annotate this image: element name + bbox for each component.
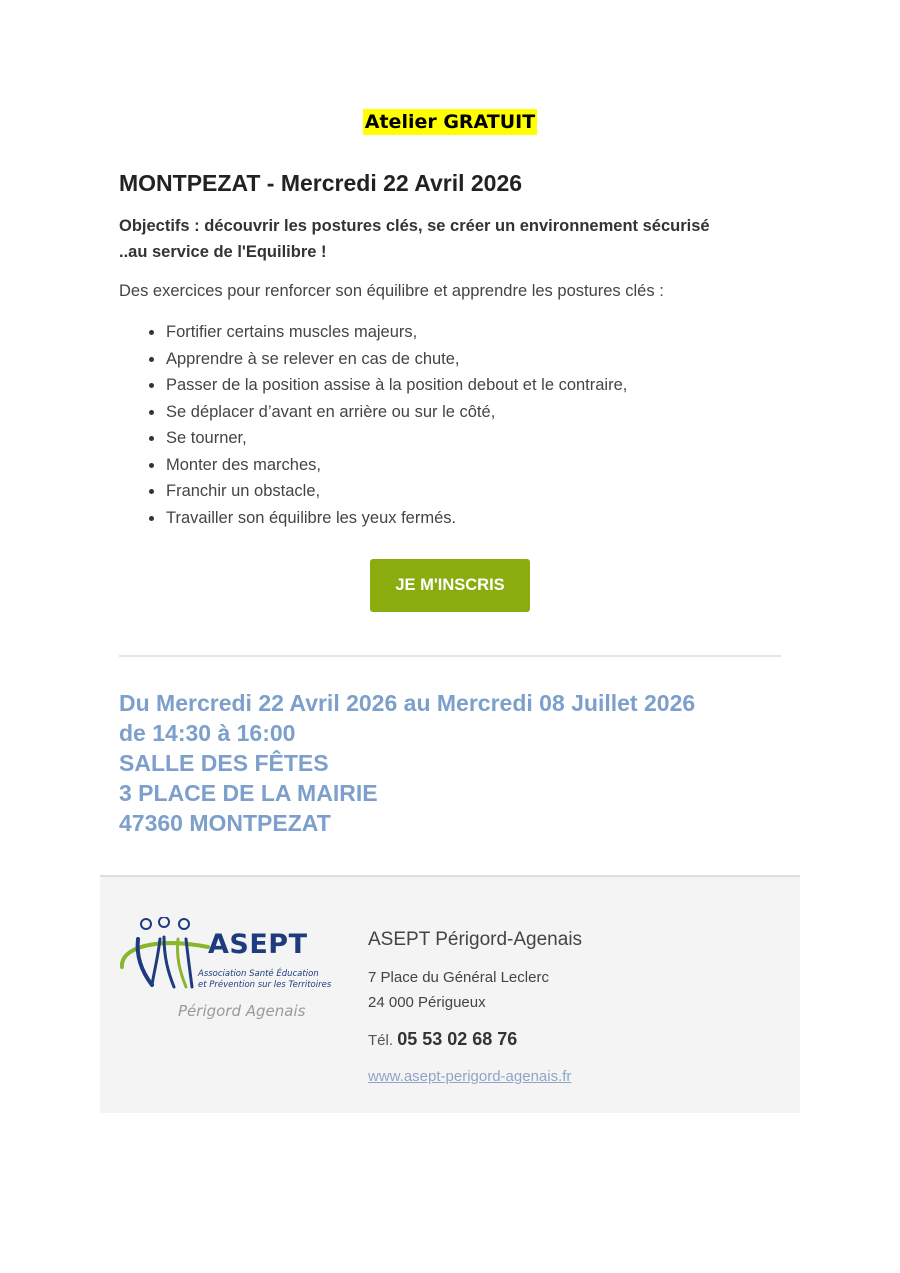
logo-wordmark: ASEPT [208, 929, 308, 960]
free-workshop-badge: Atelier GRATUIT [364, 111, 536, 133]
logo-tagline-line-1: Association Santé Éducation [198, 969, 319, 979]
address-line-1: 7 Place du Général Leclerc [368, 969, 549, 986]
list-item: Franchir un obstacle, [119, 478, 627, 505]
footer [100, 875, 800, 1113]
website-link[interactable]: www.asept-perigord-agenais.fr [368, 1068, 572, 1085]
badge-wrapper [0, 109, 900, 135]
event-hours: de 14:30 à 16:00 [119, 720, 296, 746]
divider [119, 655, 781, 657]
objectives-line-1: Objectifs : découvrir les postures clés, se créer un environnement sécurisé [119, 217, 710, 235]
org-name: ASEPT Périgord-Agenais [368, 929, 583, 950]
list-item: Se tourner, [119, 425, 627, 452]
event-street: 3 PLACE DE LA MAIRIE [119, 780, 378, 806]
list-item: Passer de la position assise à la position debout et le contraire, [119, 372, 627, 399]
event-details [119, 688, 695, 838]
phone-number[interactable]: 05 53 02 68 76 [397, 1029, 518, 1049]
phone [368, 1029, 517, 1050]
exercise-list [119, 319, 627, 531]
list-item: Fortifier certains muscles majeurs, [119, 319, 627, 346]
logo-region: Périgord Agenais [178, 1002, 306, 1020]
event-city: 47360 MONTPEZAT [119, 810, 331, 836]
list-item: Monter des marches, [119, 452, 627, 479]
event-dates: Du Mercredi 22 Avril 2026 au Mercredi 08 Juillet 2026 [119, 690, 696, 716]
event-venue: SALLE DES FÊTES [119, 750, 329, 776]
list-item: Travailler son équilibre les yeux fermés. [119, 505, 627, 532]
page-title: MONTPEZAT - Mercredi 22 Avril 2026 [119, 170, 523, 196]
objectives-text [119, 213, 779, 265]
list-item: Apprendre à se relever en cas de chute, [119, 346, 627, 373]
intro-text: Des exercices pour renforcer son équilibre et apprendre les postures clés : [119, 282, 664, 300]
logo-tagline-line-2: et Prévention sur les Territoires [198, 980, 332, 990]
address-line-2: 24 000 Périgueux [368, 994, 486, 1011]
logo-tagline [198, 969, 348, 991]
phone-prefix: Tél. [368, 1032, 394, 1049]
objectives-line-2: ..au service de l'Equilibre ! [119, 243, 327, 261]
list-item: Se déplacer d’avant en arrière ou sur le côté, [119, 399, 627, 426]
register-button[interactable]: JE M'INSCRIS [370, 559, 530, 612]
